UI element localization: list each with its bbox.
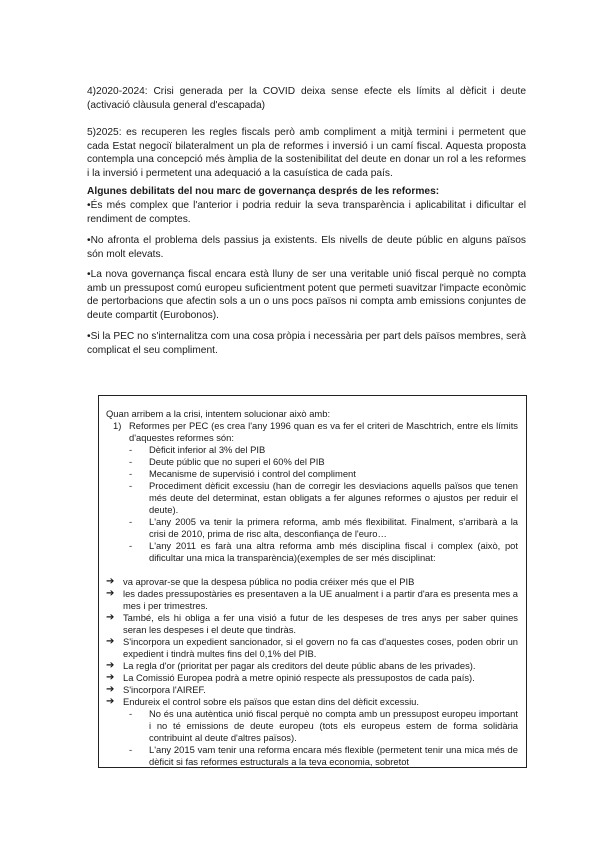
bullet-liabilities: •No afronta el problema dels passius ja existents. Els nivells de deute públic en alguns països són molt elevats. bbox=[87, 235, 526, 260]
notes-box: Quan arribem a la crisi, intentem solucionar això amb: 1) Reformes per PEC (es crea l'any 1996 quan es va fer el criteri de Maschtrich, entre els límits d'aquestes reformes són: - Dèficit inferior al 3% del PIB - Deute públic que no superi el 60% del PIB - Mecanisme de supervisió i control del compliment - Procediment dèficit excessiu (han de corregir les desviacions aquells països que tenen més deute del determinat, estan obligats a fer algunes reformes o ajustos per reduir el deute). - L'any 2005 va tenir la primera reforma, amb més flexibilitat. Finalment, s'arribarà a la crisi de 2010, prima de risc alta, desconfiança de l'euro… - L'any 2011 es farà una altra reforma amb més disciplina fiscal i complex (això, pot dificultar una mica la transparència)(exemples de ser més disciplinat: ➔ va aprovar-se que la despesa pública no podia créixer més que el PIB ➔ les dades pressupostàries es presentaven a la UE anualment i a partir d'ara es presenta mes a mes i per trimestres. ➔ També, els hi obliga a fer una visió a futur de les despeses de tres anys per saber quines seran les despeses i el deute que tindràs. ➔ S'incorpora un expedient sancionador, si el govern no fa cas d'aquestes coses, poden obrir un expedient i tindrà multes fins del 0,1% del PIB. ➔ La regla d'or (prioritat per pagar als creditors del deute públic abans de les privades). ➔ La Comissió Europea podrà a metre opinió respecte als pressupostos de cada país). ➔ S'incorpora l'AIREF. ➔ Endureix el control sobre els països que estan dins del dèficit excessiu. - No és una autèntica unió fiscal perquè no compta amb un pressupost europeu important i no té emissions de deute europeu (tots els europeus estem de forma solidària contribuint al deute d'altres països). - L'any 2015 vam tenir una reforma encara més flexible (permetent tenir una mica més de dèficit si fas reformes estructurals a la teva economia, sobretot bbox=[98, 395, 527, 768]
paragraph-2020-2024: 4)2020-2024: Crisi generada per la COVID deixa sense efecte els límits al dèficit i deute (activació clàusula general d'escapada) bbox=[87, 86, 526, 111]
item-number: 1) bbox=[113, 420, 122, 431]
bullet-complexity: •És més complex que l'anterior i podria reduir la seva transparència i aplicabilitat i dificultar el rendiment de comptes. bbox=[87, 200, 526, 225]
arrow-icon: ➔ bbox=[106, 696, 115, 707]
section-heading: Algunes debilitats del nou marc de governança després de les reformes: bbox=[87, 186, 440, 197]
paragraph-2025: 5)2025: es recuperen les regles fiscals però amb compliment a mitjà termini i permetent que cada Estat negociï bilateralment un pla de reformes i inversió i un camí fiscal. Aquesta proposta contempla una concepció més àmplia de la sostenibilitat del deute en donar un rol a les reformes i la inversió i permetent una adequació a la casuística de cada país. bbox=[87, 127, 526, 179]
arrow-icon: ➔ bbox=[106, 660, 115, 671]
box-intro: Quan arribem a la crisi, intentem solucionar això amb: bbox=[106, 408, 331, 419]
arrow-icon: ➔ bbox=[106, 576, 115, 587]
bullet-fiscal-union: •La nova governança fiscal encara està lluny de ser una veritable unió fiscal perquè no compta amb un pressupost comú europeu suficientment potent que permeti suavitzar l'impacte econòmic de pertorbacions que afectin sols a un o uns pocs països ni compta amb emissions conjuntes de deute compartit (Eurobonos). bbox=[87, 269, 526, 321]
numbered-item bbox=[113, 420, 518, 444]
arrow-icon: ➔ bbox=[106, 684, 115, 695]
bullet-pec-internalization: •Si la PEC no s'internalitza com una cosa pròpia i necessària per part dels països membres, serà complicat el seu compliment. bbox=[87, 331, 526, 356]
arrow-icon: ➔ bbox=[106, 588, 115, 599]
item-text: Reformes per PEC (es crea l'any 1996 quan es va fer el criteri de Maschtrich, entre els límits d'aquestes reformes són: bbox=[129, 420, 518, 443]
arrow-icon: ➔ bbox=[106, 612, 115, 623]
arrow-icon: ➔ bbox=[106, 636, 115, 647]
arrow-icon: ➔ bbox=[106, 672, 115, 683]
